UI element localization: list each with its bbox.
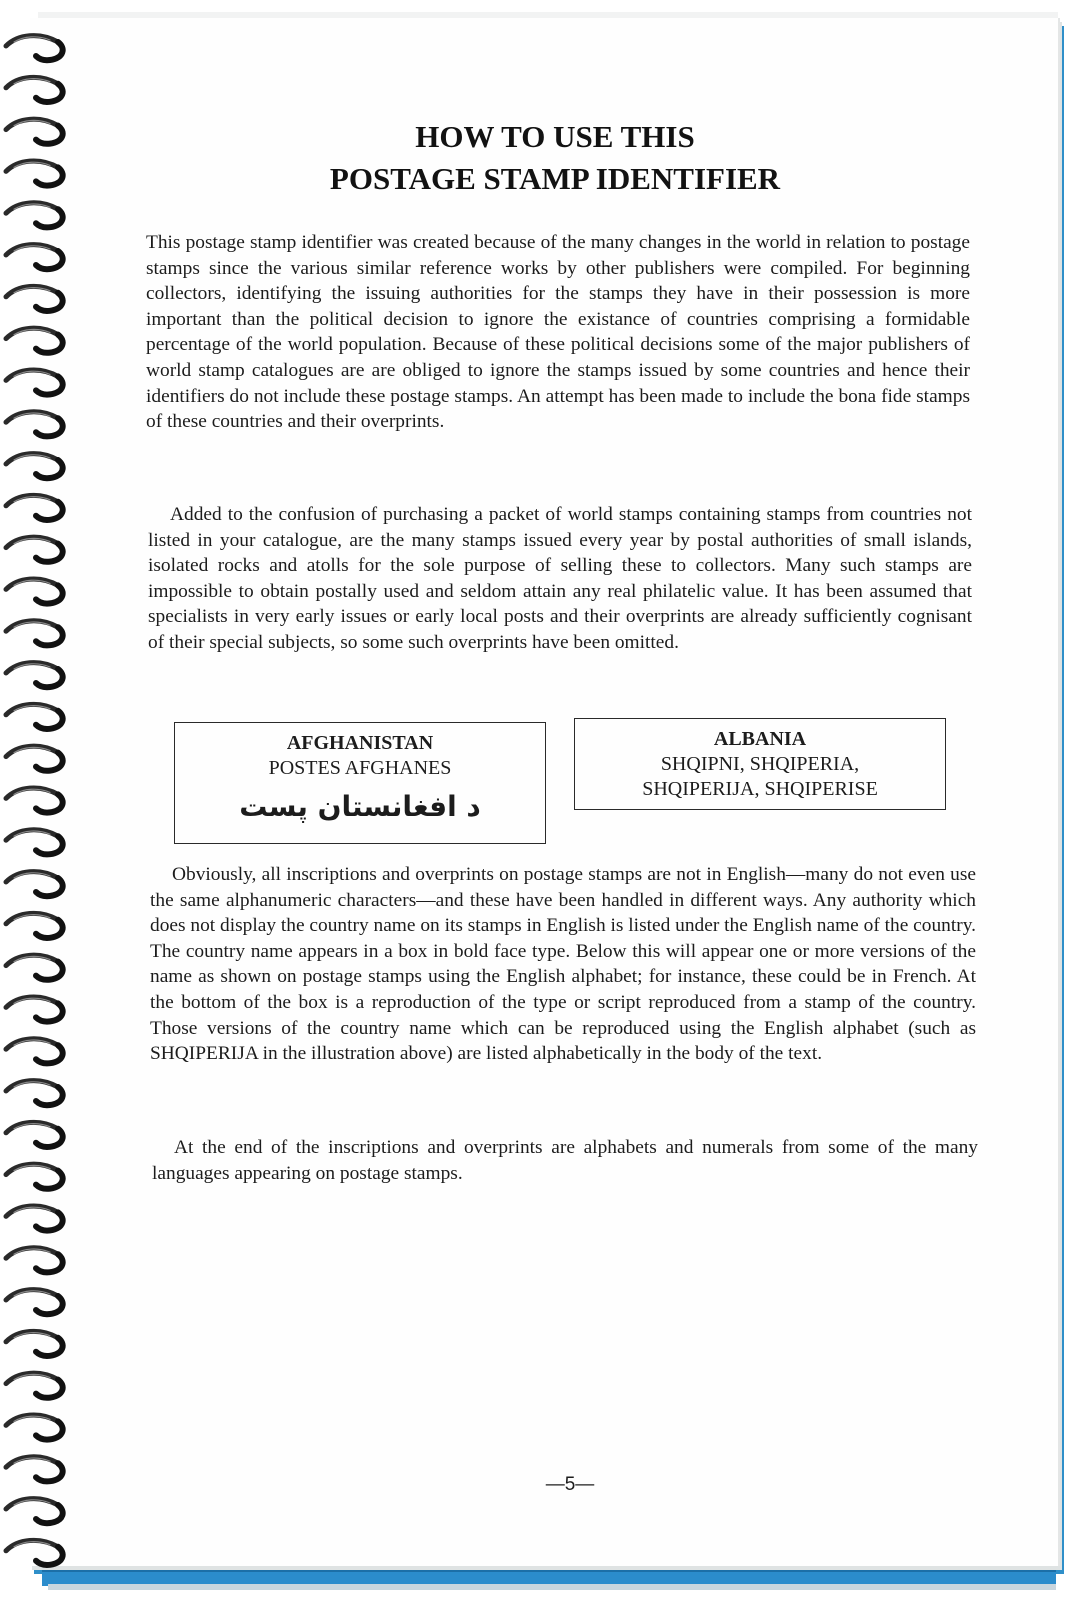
spiral-coil bbox=[6, 1540, 63, 1565]
spiral-coil bbox=[6, 1415, 63, 1440]
spiral-coil bbox=[6, 286, 63, 311]
page-title bbox=[170, 116, 940, 200]
spiral-coil bbox=[6, 1164, 63, 1189]
spiral-coil bbox=[6, 1206, 63, 1231]
spiral-coil bbox=[6, 454, 63, 479]
spiral-coil bbox=[6, 119, 63, 144]
spiral-coil bbox=[6, 913, 63, 938]
native-script: د افغانستان پست bbox=[239, 790, 481, 823]
spiral-coil bbox=[6, 412, 63, 437]
spiral-coil bbox=[6, 1290, 63, 1315]
spiral-coil bbox=[6, 36, 63, 61]
spiral-coil bbox=[6, 1331, 63, 1356]
example-box-albania bbox=[574, 718, 946, 810]
example-box-afghanistan bbox=[174, 722, 546, 844]
spiral-coil bbox=[6, 1457, 63, 1482]
spiral-coil bbox=[6, 245, 63, 270]
spiral-coil bbox=[6, 203, 63, 228]
alt-name: POSTES AFGHANES bbox=[268, 757, 452, 779]
spiral-coil bbox=[6, 704, 63, 729]
title-line-1: HOW TO USE THIS bbox=[415, 119, 695, 154]
spiral-coil bbox=[6, 872, 63, 897]
alt-name: SHQIPNI, SHQIPERIA, bbox=[660, 753, 860, 775]
spiral-coil bbox=[6, 746, 63, 771]
alt-name: SHQIPERIJA, SHQIPERISE bbox=[642, 778, 878, 800]
spiral-binding bbox=[0, 0, 80, 1600]
spiral-coil bbox=[6, 161, 63, 186]
title-line-2: POSTAGE STAMP IDENTIFIER bbox=[329, 161, 781, 196]
spiral-coil bbox=[6, 621, 63, 646]
spiral-coil bbox=[6, 495, 63, 520]
paragraph-alphabets: At the end of the inscriptions and overprints are alphabets and numerals from some of the many languages appearing on postage stamps. bbox=[152, 1137, 978, 1184]
paragraph-intro: This postage stamp identifier was created because of the many changes in the world in relation to postage stamps since the various similar reference works by other publishers were compiled. For beginning collectors, identifying the issuing authorities for the stamps they have in their possession is more important than the political decision to ignore the existance of countries comprising a formidable percentage of the world population. Because of these political decisions some of the major publishers of world stamp catalogues are are obliged to ignore the stamps issued by some countries and hence their identifiers do not include these postage stamps. An attempt has been made to include the bona fide stamps of these countries and their overprints. bbox=[146, 232, 970, 433]
spiral-coil bbox=[6, 1039, 63, 1064]
page-number: —5— bbox=[545, 1474, 595, 1495]
spiral-coil bbox=[6, 955, 63, 980]
cover-edge-shadow bbox=[48, 1584, 1056, 1590]
spiral-coil bbox=[6, 328, 63, 353]
country-name: ALBANIA bbox=[713, 728, 807, 750]
country-name: AFGHANISTAN bbox=[286, 732, 434, 754]
spiral-coil bbox=[6, 1122, 63, 1147]
spiral-coil bbox=[6, 1373, 63, 1398]
spiral-coil bbox=[6, 1499, 63, 1524]
spiral-coil bbox=[6, 663, 63, 688]
spiral-coil bbox=[6, 830, 63, 855]
spiral-coil bbox=[6, 788, 63, 813]
paragraph-inscriptions: Obviously, all inscriptions and overprints on postage stamps are not in English—many do not even use the same alphanumeric characters—and these have been handled in different ways. Any authority which does not display the country name on its stamps in English is listed under the English name of the country. The country name appears in a box in bold face type. Below this will appear one or more versions of the name as shown on postage stamps using the English alphabet; for instance, these could be in French. At the bottom of the box is a reproduction of the type or script reproduced from a stamp of the country. Those versions of the country name which can be reproduced using the English alphabet (such as SHQIPERIJA in the illustration above) are listed alphabetically in the body of the text. bbox=[150, 864, 976, 1065]
spiral-coil bbox=[6, 77, 63, 102]
spiral-coil bbox=[6, 1081, 63, 1106]
spiral-coil bbox=[6, 997, 63, 1022]
spiral-coil bbox=[6, 579, 63, 604]
spiral-coil bbox=[6, 370, 63, 395]
spiral-coil bbox=[6, 537, 63, 562]
spiral-coil bbox=[6, 1248, 63, 1273]
paragraph-confusion: Added to the confusion of purchasing a packet of world stamps containing stamps from countries not listed in your catalogue, are the many stamps issued every year by postal authorities of small islands, isolated rocks and atolls for the sole purpose of selling these to collectors. Many such stamps are impossible to obtain postally used and seldom attain any real philatelic value. It has been assumed that specialists in very early issues or early local posts and their overprints are already sufficiently cognisant of their special subjects, so some such overprints have been omitted. bbox=[148, 504, 972, 653]
